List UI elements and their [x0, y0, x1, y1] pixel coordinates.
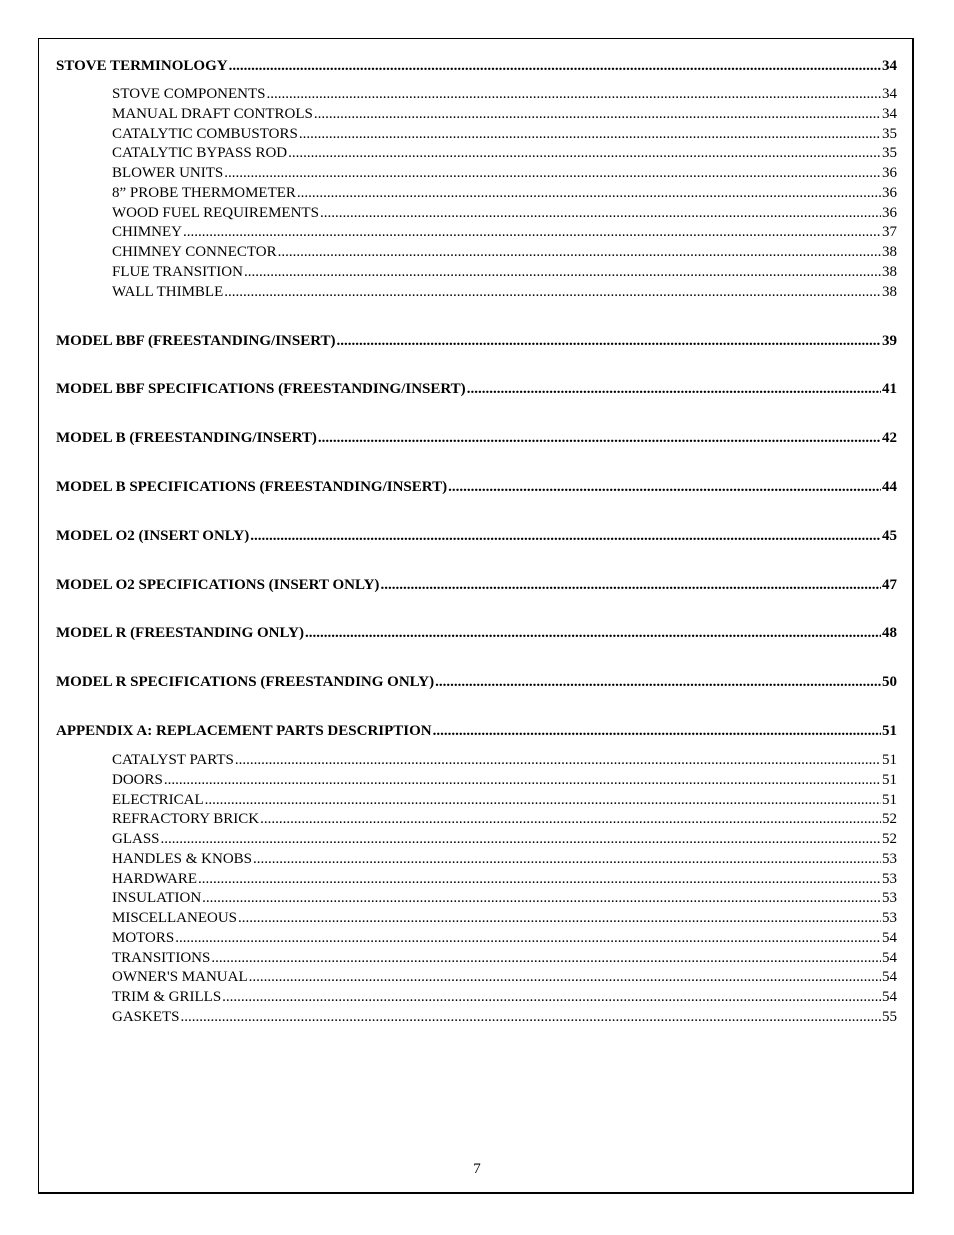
toc-item-label: BLOWER UNITS — [112, 165, 224, 181]
toc-item[interactable] — [112, 871, 897, 891]
dot-leader — [260, 811, 881, 828]
toc-section-title: APPENDIX A: REPLACEMENT PARTS DESCRIPTION — [56, 723, 432, 739]
dot-leader — [238, 910, 881, 927]
dot-leader — [211, 950, 881, 967]
dot-leader — [202, 890, 881, 907]
toc-item-page: 51 — [882, 791, 897, 808]
toc-item-page: 53 — [882, 910, 897, 926]
toc-item-page: 54 — [882, 929, 897, 946]
dot-leader — [224, 165, 881, 182]
toc-item[interactable] — [112, 244, 897, 264]
dot-leader — [222, 989, 881, 1006]
dot-leader — [229, 58, 881, 75]
toc-section-page: 41 — [882, 381, 897, 397]
toc-item-page: 54 — [882, 969, 897, 986]
toc-section[interactable] — [56, 381, 897, 401]
toc-section-page: 34 — [882, 58, 897, 74]
toc-section-title: MODEL R (FREESTANDING ONLY) — [56, 625, 304, 641]
dot-leader — [250, 528, 881, 545]
toc-section[interactable] — [56, 674, 897, 694]
toc-item[interactable] — [112, 185, 897, 205]
toc-item-page: 38 — [882, 283, 897, 300]
dot-leader — [288, 145, 881, 162]
toc-item[interactable] — [112, 284, 897, 304]
toc-item[interactable] — [112, 126, 897, 146]
dot-leader — [183, 224, 881, 241]
toc-section-title: MODEL B SPECIFICATIONS (FREESTANDING/INSERT) — [56, 479, 448, 495]
toc-item-page: 51 — [882, 752, 897, 768]
toc-item[interactable] — [112, 811, 897, 831]
toc-item[interactable] — [112, 969, 897, 989]
toc-section-title: MODEL O2 SPECIFICATIONS (INSERT ONLY) — [56, 577, 380, 593]
toc-item[interactable] — [112, 950, 897, 970]
toc-item-page: 52 — [882, 811, 897, 828]
toc-item-label: GASKETS — [112, 1008, 180, 1025]
toc-section-page: 39 — [882, 333, 897, 349]
toc-item-label: ELECTRICAL — [112, 791, 204, 808]
dot-leader — [161, 831, 881, 848]
toc-item[interactable] — [112, 930, 897, 950]
dot-leader — [337, 333, 881, 350]
dot-leader — [448, 479, 881, 496]
toc-section-page: 47 — [882, 577, 897, 593]
toc-item-label: MOTORS — [112, 929, 175, 946]
toc-item[interactable] — [112, 890, 897, 910]
dot-leader — [253, 851, 881, 868]
toc-section[interactable] — [56, 479, 897, 499]
toc-section[interactable] — [56, 577, 897, 597]
dot-leader — [314, 106, 881, 123]
toc-item-page: 37 — [882, 224, 897, 241]
dot-leader — [318, 430, 881, 447]
dot-leader — [235, 752, 881, 769]
dot-leader — [433, 723, 881, 740]
toc-item-page: 36 — [882, 165, 897, 181]
toc-item-label: TRIM & GRILLS — [112, 989, 222, 1005]
toc-section-title: STOVE TERMINOLOGY — [56, 58, 228, 74]
toc-item[interactable] — [112, 106, 897, 126]
toc-section-title: MODEL BBF (FREESTANDING/INSERT) — [56, 333, 336, 349]
dot-leader — [467, 381, 881, 398]
toc-item-label: WOOD FUEL REQUIREMENTS — [112, 204, 319, 221]
toc-item-page: 53 — [882, 850, 897, 867]
toc-item-label: MANUAL DRAFT CONTROLS — [112, 105, 313, 122]
toc-section-page: 48 — [882, 625, 897, 641]
toc-item-page: 35 — [882, 125, 897, 142]
dot-leader — [198, 871, 881, 888]
toc-item[interactable] — [112, 145, 897, 165]
toc-item[interactable] — [112, 831, 897, 851]
toc-section-page: 51 — [882, 723, 897, 739]
toc-item[interactable] — [112, 205, 897, 225]
toc-item-label: OWNER'S MANUAL — [112, 969, 248, 986]
toc-section-page: 45 — [882, 528, 897, 544]
toc-item-page: 54 — [882, 949, 897, 966]
toc-item[interactable] — [112, 1009, 897, 1029]
toc-section[interactable] — [56, 333, 897, 353]
toc-section-page: 44 — [882, 479, 897, 495]
dot-leader — [267, 86, 882, 103]
toc-section-title: MODEL R SPECIFICATIONS (FREESTANDING ONLY) — [56, 674, 435, 690]
toc-item-page: 52 — [882, 831, 897, 847]
toc-item-label: STOVE COMPONENTS — [112, 86, 266, 102]
dot-leader — [175, 930, 881, 947]
toc-item-label: CHIMNEY — [112, 224, 182, 241]
toc-item-label: 8” PROBE THERMOMETER — [112, 184, 296, 201]
dot-leader — [278, 244, 881, 261]
toc-item[interactable] — [112, 264, 897, 284]
toc-item-label: MISCELLANEOUS — [112, 910, 238, 926]
dot-leader — [224, 284, 881, 301]
toc-item[interactable] — [112, 792, 897, 812]
toc-item-label: WALL THIMBLE — [112, 283, 224, 300]
toc-item-label: DOORS — [112, 771, 163, 788]
toc-item-page: 51 — [882, 771, 897, 788]
toc-section-title: MODEL O2 (INSERT ONLY) — [56, 528, 250, 544]
toc-item-label: REFRACTORY BRICK — [112, 811, 260, 828]
toc-section-page: 42 — [882, 430, 897, 446]
toc-item-page: 36 — [882, 204, 897, 221]
toc-item-page: 53 — [882, 890, 897, 907]
toc-item-label: FLUE TRANSITION — [112, 263, 243, 280]
dot-leader — [205, 792, 881, 809]
toc-item[interactable] — [112, 224, 897, 244]
toc-item-page: 38 — [882, 263, 897, 280]
toc-item[interactable] — [112, 86, 897, 106]
dot-leader — [299, 126, 881, 143]
toc-section[interactable] — [56, 723, 897, 743]
toc-item-page: 34 — [882, 86, 897, 102]
toc-item-label: CATALYTIC BYPASS ROD — [112, 145, 288, 162]
toc-item-page: 38 — [882, 244, 897, 260]
toc-item[interactable] — [112, 910, 897, 930]
toc-item-page: 34 — [882, 105, 897, 122]
toc-section[interactable] — [56, 58, 897, 78]
dot-leader — [249, 969, 881, 986]
dot-leader — [244, 264, 881, 281]
toc-item-label: INSULATION — [112, 890, 202, 907]
toc-item-label: CATALYTIC COMBUSTORS — [112, 125, 298, 142]
toc-item[interactable] — [112, 752, 897, 772]
toc-section-title: MODEL B (FREESTANDING/INSERT) — [56, 430, 317, 446]
toc-item-page: 54 — [882, 989, 897, 1005]
toc-item[interactable] — [112, 851, 897, 871]
dot-leader — [181, 1009, 881, 1026]
toc-item[interactable] — [112, 165, 897, 185]
toc-item-label: TRANSITIONS — [112, 949, 211, 966]
toc-section-page: 50 — [882, 674, 897, 690]
toc-item-page: 55 — [882, 1008, 897, 1025]
toc-section-title: MODEL BBF SPECIFICATIONS (FREESTANDING/INSERT) — [56, 381, 466, 397]
toc-item-label: CATALYST PARTS — [112, 752, 234, 768]
dot-leader — [305, 625, 881, 642]
toc-section[interactable] — [56, 430, 897, 450]
dot-leader — [380, 577, 881, 594]
dot-leader — [164, 772, 881, 789]
dot-leader — [297, 185, 881, 202]
page-number: 7 — [473, 1161, 481, 1177]
toc-item[interactable] — [112, 772, 897, 792]
toc-item-page: 35 — [882, 145, 897, 162]
toc-section[interactable] — [56, 625, 897, 645]
toc-item-page: 53 — [882, 870, 897, 887]
toc-item-page: 36 — [882, 184, 897, 201]
toc-item-label: HARDWARE — [112, 870, 197, 887]
dot-leader — [435, 674, 881, 691]
toc-item-label: HANDLES & KNOBS — [112, 850, 253, 867]
toc-item[interactable] — [112, 989, 897, 1009]
toc-item-label: CHIMNEY CONNECTOR — [112, 244, 277, 260]
toc-item-label: GLASS — [112, 831, 160, 847]
toc-section[interactable] — [56, 528, 897, 548]
dot-leader — [320, 205, 881, 222]
